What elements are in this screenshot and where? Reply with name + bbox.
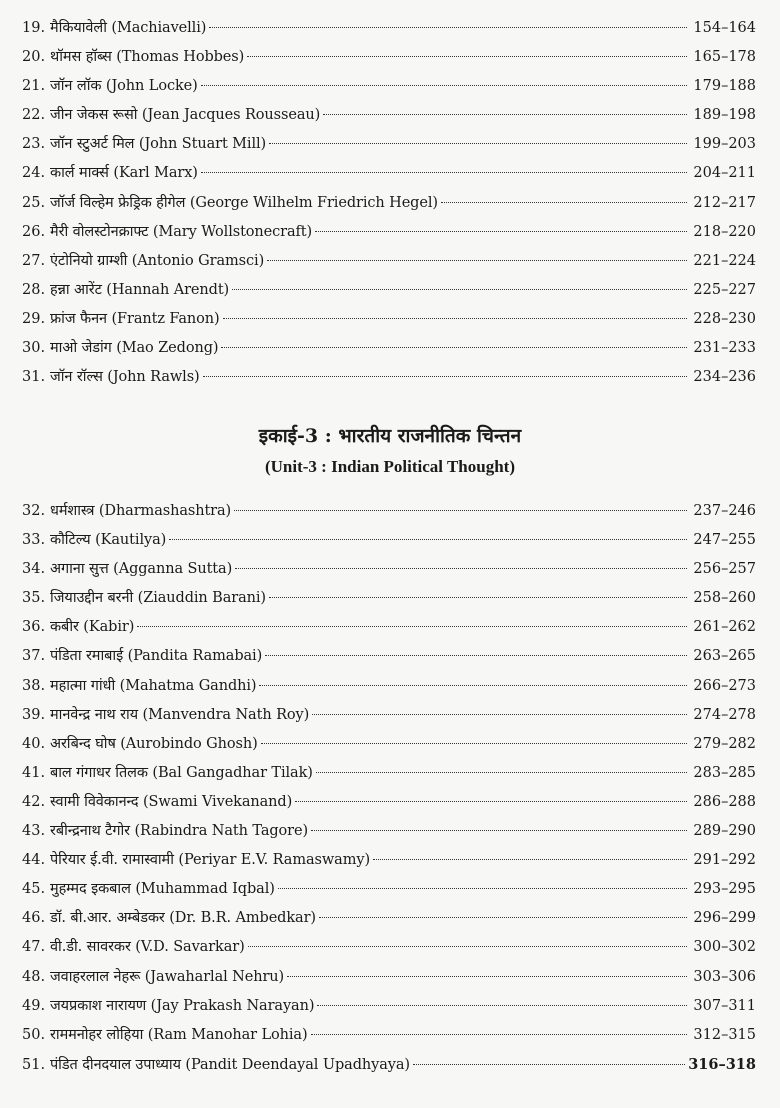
toc-entry-pages: 286–288 (693, 793, 756, 810)
toc-entry-pages: 307–311 (693, 997, 756, 1014)
toc-entry (22, 305, 756, 334)
toc-entry-title: कबीर (Kabir) (50, 619, 135, 636)
toc-entry-pages: 247–255 (693, 532, 756, 549)
toc-entry-title: कार्ल मार्क्स (Karl Marx) (50, 165, 198, 182)
toc-entry (22, 817, 756, 846)
toc-entry-title: जॉन लॉक (John Locke) (50, 78, 198, 95)
dot-leader (413, 1064, 685, 1065)
dot-leader (267, 260, 687, 261)
unit-heading-english: (Unit-3 : Indian Political Thought) (264, 457, 515, 476)
dot-leader (323, 114, 687, 115)
dot-leader (203, 376, 687, 377)
toc-entry-pages: 289–290 (693, 823, 756, 840)
toc-entry-number: 30. (22, 340, 46, 357)
toc-entry-number: 24. (22, 165, 46, 182)
toc-list-unit3 (22, 497, 756, 1079)
toc-entry-number: 33. (22, 532, 46, 549)
dot-leader (232, 289, 687, 290)
toc-entry-pages: 258–260 (693, 590, 756, 607)
dot-leader (287, 976, 687, 977)
toc-entry-pages: 221–224 (693, 252, 756, 269)
toc-entry-number: 45. (22, 881, 46, 898)
toc-entry (22, 555, 756, 584)
toc-entry-number: 48. (22, 968, 46, 985)
dot-leader (441, 202, 687, 203)
toc-entry-pages: 263–265 (693, 648, 756, 665)
dot-leader (235, 568, 687, 569)
toc-entry (22, 730, 756, 759)
toc-entry-pages: 218–220 (693, 223, 756, 240)
dot-leader (248, 946, 687, 947)
toc-entry-title: मुहम्मद इकबाल (Muhammad Iqbal) (50, 881, 275, 898)
dot-leader (278, 888, 687, 889)
toc-entry (22, 363, 756, 392)
toc-entry-title: जवाहरलाल नेहरू (Jawaharlal Nehru) (50, 968, 285, 985)
toc-entry-pages: 261–262 (693, 619, 756, 636)
dot-leader (311, 1034, 687, 1035)
toc-entry (22, 992, 756, 1021)
toc-entry-title: रबीन्द्रनाथ टैगोर (Rabindra Nath Tagore) (50, 823, 309, 840)
toc-entry-number: 51. (22, 1056, 46, 1073)
toc-entry-title: जियाउद्दीन बरनी (Ziauddin Barani) (50, 590, 266, 607)
toc-entry-number: 19. (22, 20, 46, 36)
toc-entry (22, 43, 756, 72)
toc-entry (22, 526, 756, 555)
dot-leader (315, 231, 687, 232)
toc-entry-title: जॉन स्टुअर्ट मिल (John Stuart Mill) (50, 136, 267, 153)
dot-leader (317, 1005, 687, 1006)
toc-entry-title: जॉर्ज विल्हेम फ्रेड्रिक हीगेल (George Wilhelm Friedrich Hegel) (50, 194, 438, 211)
dot-leader (201, 85, 687, 86)
toc-entry (22, 875, 756, 904)
toc-entry-pages: 189–198 (693, 107, 756, 124)
toc-entry-pages: 204–211 (693, 165, 756, 182)
toc-entry-pages: 312–315 (693, 1026, 756, 1043)
toc-entry-number: 49. (22, 997, 46, 1014)
toc-entry (22, 846, 756, 875)
toc-entry-pages: 234–236 (693, 369, 756, 386)
toc-entry-title: फ्रांज फैनन (Frantz Fanon) (50, 310, 220, 327)
toc-entry-pages: 231–233 (693, 340, 756, 357)
toc-entry-pages: 179–188 (693, 78, 756, 95)
toc-entry-number: 42. (22, 793, 46, 810)
toc-entry (22, 189, 756, 218)
toc-entry (22, 218, 756, 247)
dot-leader (234, 510, 687, 511)
toc-entry-title: धर्मशास्त्र (Dharmashashtra) (50, 503, 232, 519)
toc-entry (22, 334, 756, 363)
toc-entry-title: मैरी वोलस्टोनक्राफ्ट (Mary Wollstonecraft) (50, 223, 313, 240)
toc-entry-number: 37. (22, 648, 46, 665)
toc-entry-title: मानवेन्द्र नाथ राय (Manvendra Nath Roy) (50, 706, 310, 723)
dot-leader (311, 830, 687, 831)
dot-leader (223, 318, 687, 319)
toc-entry-pages: 266–273 (693, 677, 756, 694)
toc-entry (22, 72, 756, 101)
toc-entry-number: 32. (22, 503, 46, 519)
toc-entry-title: डॉ. बी.आर. अम्बेडकर (Dr. B.R. Ambedkar) (50, 910, 316, 927)
toc-entry-pages: 237–246 (693, 503, 756, 519)
toc-entry-pages: 225–227 (693, 281, 756, 298)
toc-entry-title: मैकियावेली (Machiavelli) (50, 20, 207, 36)
toc-entry (22, 276, 756, 305)
toc-entry (22, 247, 756, 276)
toc-entry-title: अगाना सुत्त (Agganna Sutta) (50, 561, 233, 578)
toc-entry-number: 25. (22, 194, 46, 211)
toc-entry-title: जॉन रॉल्स (John Rawls) (50, 369, 200, 386)
toc-entry-pages: 256–257 (693, 561, 756, 578)
toc-entry-title: पंडिता रमाबाई (Pandita Ramabai) (50, 648, 263, 665)
toc-entry-pages: 300–302 (693, 939, 756, 956)
toc-entry-pages: 165–178 (693, 49, 756, 66)
toc-entry-number: 21. (22, 78, 46, 95)
toc-entry-number: 31. (22, 369, 46, 386)
toc-entry (22, 904, 756, 933)
toc-entry-pages: 228–230 (693, 310, 756, 327)
toc-entry-number: 43. (22, 823, 46, 840)
unit-heading-hindi: इकाई-3 : भारतीय राजनीतिक चिन्तन (258, 425, 522, 447)
toc-entry-pages: 199–203 (693, 136, 756, 153)
toc-entry-title: एंटोनियो ग्राम्शी (Antonio Gramsci) (50, 252, 265, 269)
toc-entry-number: 47. (22, 939, 46, 956)
toc-entry-number: 28. (22, 281, 46, 298)
toc-entry (22, 159, 756, 188)
dot-leader (261, 743, 687, 744)
toc-entry-number: 26. (22, 223, 46, 240)
toc-entry-pages: 279–282 (693, 735, 756, 752)
toc-entry-pages: 212–217 (693, 194, 756, 211)
toc-entry-pages: 293–295 (693, 881, 756, 898)
toc-entry-title: जयप्रकाश नारायण (Jay Prakash Narayan) (50, 997, 315, 1014)
dot-leader (269, 143, 687, 144)
dot-leader (247, 56, 687, 57)
toc-entry-number: 50. (22, 1026, 46, 1043)
toc-entry (22, 130, 756, 159)
toc-entry-pages: 291–292 (693, 852, 756, 869)
dot-leader (201, 172, 687, 173)
toc-entry (22, 963, 756, 992)
toc-entry (22, 701, 756, 730)
toc-entry-number: 38. (22, 677, 46, 694)
toc-entry-pages: 303–306 (693, 968, 756, 985)
toc-entry-number: 35. (22, 590, 46, 607)
toc-entry-title: माओ जेडांग (Mao Zedong) (50, 340, 219, 357)
toc-entry-pages: 316–318 (688, 1055, 756, 1073)
toc-entry (22, 933, 756, 962)
toc-entry-title: थॉमस हॉब्स (Thomas Hobbes) (50, 49, 245, 66)
dot-leader (221, 347, 687, 348)
toc-entry (22, 1021, 756, 1050)
dot-leader (265, 655, 687, 656)
toc-entry-title: पेरियार ई.वी. रामास्वामी (Periyar E.V. Ramaswamy) (50, 852, 371, 869)
toc-entry-title: जीन जेकस रूसो (Jean Jacques Rousseau) (50, 107, 321, 124)
dot-leader (316, 772, 687, 773)
dot-leader (373, 859, 687, 860)
dot-leader (319, 917, 687, 918)
toc-entry-number: 20. (22, 49, 46, 66)
toc-entry (22, 584, 756, 613)
toc-entry-number: 36. (22, 619, 46, 636)
toc-entry-number: 40. (22, 735, 46, 752)
toc-entry-title: बाल गंगाधर तिलक (Bal Gangadhar Tilak) (50, 764, 313, 781)
toc-entry (22, 101, 756, 130)
toc-entry-title: अरबिन्द घोष (Aurobindo Ghosh) (50, 735, 258, 752)
toc-entry-number: 23. (22, 136, 46, 153)
toc-entry (22, 1050, 756, 1079)
toc-entry-title: महात्मा गांधी (Mahatma Gandhi) (50, 677, 257, 694)
dot-leader (259, 685, 687, 686)
toc-list-unit2 (22, 14, 756, 392)
toc-entry (22, 642, 756, 671)
toc-entry (22, 759, 756, 788)
toc-entry-number: 44. (22, 852, 46, 869)
toc-entry-number: 39. (22, 706, 46, 723)
toc-entry-title: राममनोहर लोहिया (Ram Manohar Lohia) (50, 1026, 308, 1043)
dot-leader (209, 27, 687, 28)
toc-entry-number: 29. (22, 310, 46, 327)
toc-entry-number: 34. (22, 561, 46, 578)
toc-entry (22, 497, 756, 526)
toc-entry-number: 46. (22, 910, 46, 927)
toc-entry-title: स्वामी विवेकानन्द (Swami Vivekanand) (50, 793, 293, 810)
toc-entry-number: 27. (22, 252, 46, 269)
dot-leader (169, 539, 687, 540)
toc-entry-number: 22. (22, 107, 46, 124)
toc-entry-title: हन्ना आरेंट (Hannah Arendt) (50, 281, 230, 298)
dot-leader (269, 597, 687, 598)
toc-entry (22, 14, 756, 43)
toc-entry-pages: 154–164 (693, 20, 756, 36)
toc-entry (22, 613, 756, 642)
toc-entry-pages: 296–299 (693, 910, 756, 927)
toc-entry (22, 672, 756, 701)
toc-entry-pages: 274–278 (693, 706, 756, 723)
unit-heading (0, 420, 780, 482)
dot-leader (137, 626, 687, 627)
toc-entry-pages: 283–285 (693, 764, 756, 781)
toc-entry-title: कौटिल्य (Kautilya) (50, 532, 167, 549)
dot-leader (295, 801, 687, 802)
toc-entry (22, 788, 756, 817)
toc-entry-title: वी.डी. सावरकर (V.D. Savarkar) (50, 939, 245, 956)
dot-leader (312, 714, 687, 715)
toc-entry-title: पंडित दीनदयाल उपाध्याय (Pandit Deendayal Upadhyaya) (50, 1056, 410, 1073)
toc-entry-number: 41. (22, 764, 46, 781)
